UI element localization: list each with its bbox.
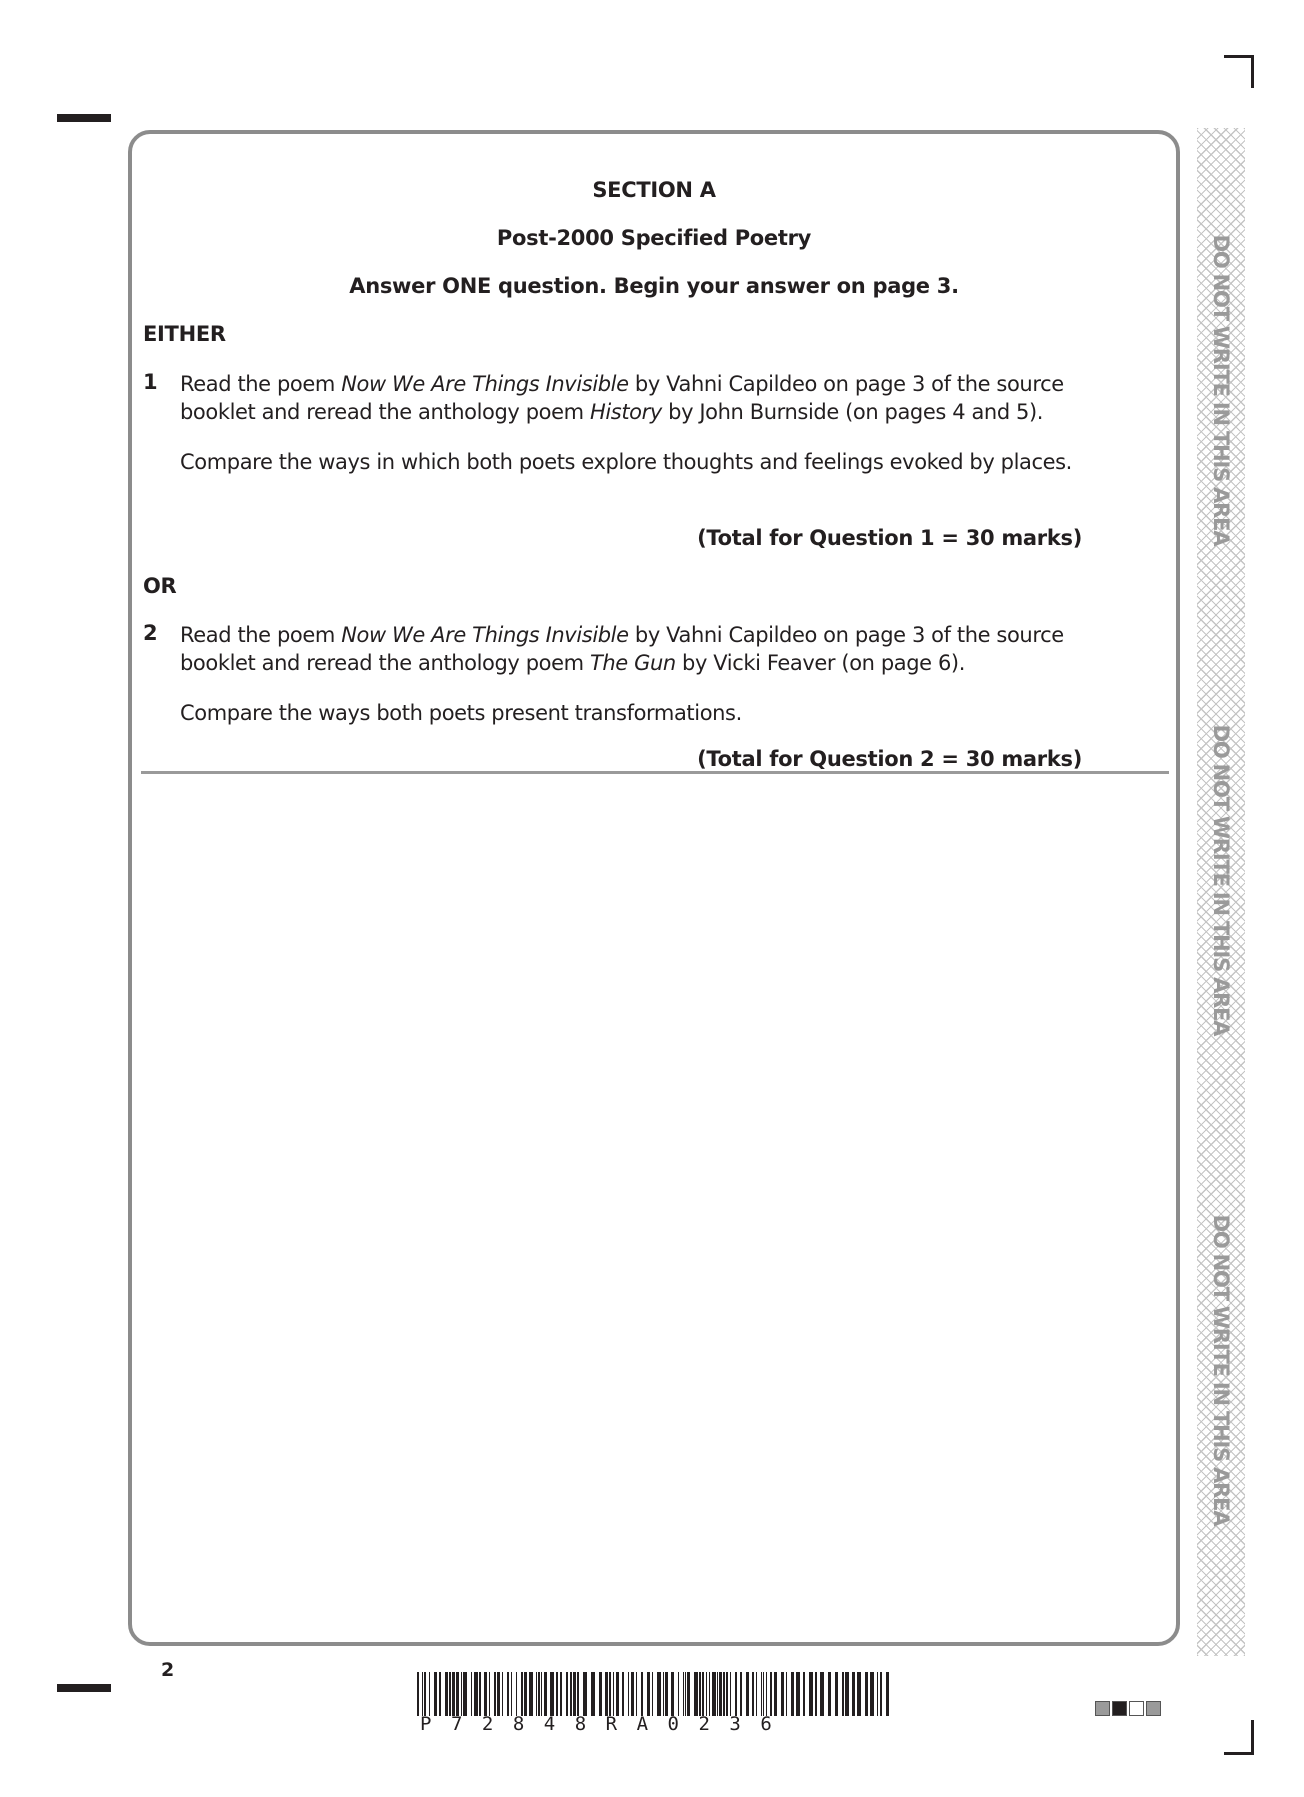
barcode-bar	[591, 1672, 595, 1716]
pattern-square	[1112, 1701, 1127, 1716]
barcode-bar	[556, 1672, 558, 1716]
barcode-bar	[566, 1672, 568, 1716]
barcode-bar	[735, 1672, 737, 1716]
barcode-bar	[770, 1672, 772, 1716]
crop-mark-top-right-v	[1251, 55, 1254, 88]
or-label: OR	[143, 574, 177, 598]
crop-mark-top-right-h	[1224, 55, 1254, 58]
barcode-bar	[429, 1672, 430, 1716]
barcode-bar	[479, 1672, 481, 1716]
barcode-bar	[461, 1672, 462, 1716]
barcode-bar	[877, 1672, 878, 1716]
barcode-bar	[536, 1672, 537, 1716]
barcode-icon	[417, 1672, 889, 1716]
barcode-bar	[449, 1672, 451, 1716]
pattern-square	[1095, 1701, 1110, 1716]
barcode-bar	[763, 1672, 764, 1716]
barcode-bar	[712, 1672, 716, 1716]
page-number: 2	[161, 1659, 175, 1681]
barcode-bar	[746, 1672, 749, 1716]
barcode-bar	[706, 1672, 707, 1716]
section-title: SECTION A	[592, 178, 716, 202]
barcode-bar	[471, 1672, 472, 1716]
barcode-bar	[835, 1672, 838, 1716]
barcode-bar	[845, 1672, 849, 1716]
barcode-number: P72848RA0236	[420, 1713, 792, 1735]
pattern-square	[1146, 1701, 1161, 1716]
barcode-bar	[726, 1672, 728, 1716]
barcode-bar	[613, 1672, 614, 1716]
instruction: Answer ONE question. Begin your answer on page 3.	[349, 274, 959, 298]
barcode-bar	[694, 1672, 698, 1716]
crop-mark-bottom-right-h	[1224, 1752, 1254, 1755]
question-1-text-a: Read the poem	[180, 372, 342, 396]
barcode-bar	[761, 1672, 762, 1716]
question-1-text-b: by Vahni Capildeo on page 3 of the source booklet and reread the anthology poem	[180, 372, 1064, 424]
barcode-bar	[636, 1672, 637, 1716]
barcode-bar	[631, 1672, 634, 1716]
barcode-bar	[605, 1672, 608, 1716]
question-number-1: 1	[143, 370, 158, 394]
question-1-text-c: by John Burnside (on pages 4 and 5).	[661, 400, 1044, 424]
barcode-bar	[865, 1672, 868, 1716]
question-number-2: 2	[143, 621, 158, 645]
barcode-bar	[516, 1672, 517, 1716]
barcode-bar	[756, 1672, 757, 1716]
barcode-bar	[502, 1672, 503, 1716]
question-2-text	[180, 621, 1080, 677]
barcode-bar	[622, 1672, 624, 1716]
barcode-bar	[583, 1672, 587, 1716]
page-pattern	[1095, 1701, 1161, 1716]
barcode-bar	[796, 1672, 800, 1716]
barcode-bar	[717, 1672, 718, 1716]
barcode-bar	[573, 1672, 576, 1716]
barcode-bar	[803, 1672, 805, 1716]
barcode-bar	[781, 1672, 784, 1716]
barcode-bar	[809, 1672, 813, 1716]
section-subtitle: Post-2000 Specified Poetry	[496, 226, 812, 250]
barcode-bar	[560, 1672, 562, 1716]
barcode-bar	[641, 1672, 643, 1716]
barcode-bar	[815, 1672, 817, 1716]
barcode-bar	[497, 1672, 500, 1716]
question-1-total: (Total for Question 1 = 30 marks)	[697, 526, 1082, 550]
barcode-bar	[702, 1672, 704, 1716]
barcode-bar	[570, 1672, 572, 1716]
barcode-bar	[541, 1672, 542, 1716]
barcode-bar	[494, 1672, 496, 1716]
barcode-bar	[683, 1672, 684, 1716]
barcode-bar	[529, 1672, 533, 1716]
barcode-bar	[463, 1672, 467, 1716]
section-divider	[141, 771, 1169, 774]
barcode-bar	[663, 1672, 664, 1716]
poem-title-the-gun: The Gun	[589, 651, 676, 675]
barcode-bar	[665, 1672, 668, 1716]
barcode-bar	[550, 1672, 554, 1716]
barcode-bar	[521, 1672, 523, 1716]
barcode-bar	[719, 1672, 722, 1716]
barcode-bar	[422, 1672, 423, 1716]
barcode-bar	[870, 1672, 874, 1716]
barcode-bar	[489, 1672, 490, 1716]
either-label: EITHER	[143, 322, 226, 346]
question-1-task: Compare the ways in which both poets explore thoughts and feelings evoked by places.	[180, 450, 1072, 474]
barcode-bar	[880, 1672, 882, 1716]
answer-frame	[128, 130, 1180, 1646]
barcode-bar	[616, 1672, 619, 1716]
barcode-bar	[507, 1672, 509, 1716]
barcode-bar	[791, 1672, 794, 1716]
barcode-bar	[538, 1672, 540, 1716]
barcode-bar	[671, 1672, 674, 1716]
barcode-bar	[723, 1672, 725, 1716]
poem-title-now-we-are-things-invisible: Now We Are Things Invisible	[341, 372, 629, 396]
question-2-task: Compare the ways both poets present transformations.	[180, 701, 742, 725]
barcode-bar	[752, 1672, 754, 1716]
barcode-bar	[439, 1672, 441, 1716]
barcode-bar	[652, 1672, 653, 1716]
barcode-bar	[456, 1672, 459, 1716]
barcode-bar	[524, 1672, 527, 1716]
barcode-bar	[434, 1672, 437, 1716]
barcode-bar	[842, 1672, 844, 1716]
question-2-text-b: by Vahni Capildeo on page 3 of the source booklet and reread the anthology poem	[180, 623, 1064, 675]
barcode-bar	[577, 1672, 579, 1716]
barcode-bar	[820, 1672, 824, 1716]
question-2-text-a: Read the poem	[180, 623, 342, 647]
crop-mark-bottom-right-v	[1251, 1720, 1254, 1755]
question-1-text	[180, 370, 1080, 426]
barcode-bar	[452, 1672, 455, 1716]
barcode-bar	[857, 1672, 861, 1716]
poem-title-history: History	[589, 400, 662, 424]
margin-tab-bottom	[57, 1684, 111, 1692]
barcode-bar	[685, 1672, 686, 1716]
question-2-total: (Total for Question 2 = 30 marks)	[697, 747, 1082, 771]
barcode-bar	[657, 1672, 661, 1716]
barcode-bar	[544, 1672, 547, 1716]
barcode-bar	[647, 1672, 650, 1716]
barcode-bar	[699, 1672, 701, 1716]
barcode-bar	[687, 1672, 690, 1716]
barcode-bar	[474, 1672, 478, 1716]
barcode-bar	[828, 1672, 831, 1716]
barcode-bar	[740, 1672, 742, 1716]
barcode-bar	[599, 1672, 602, 1716]
question-2-text-c: by Vicki Feaver (on page 6).	[675, 651, 966, 675]
barcode-bar	[511, 1672, 512, 1716]
barcode-bar	[730, 1672, 731, 1716]
barcode-bar	[766, 1672, 767, 1716]
margin-warning-3: DO NOT WRITE IN THIS AREA	[1209, 1214, 1233, 1526]
pattern-square	[1129, 1701, 1144, 1716]
barcode-bar	[786, 1672, 787, 1716]
barcode-bar	[709, 1672, 710, 1716]
barcode-bar	[417, 1672, 419, 1716]
barcode-bar	[774, 1672, 777, 1716]
barcode-bar	[445, 1672, 448, 1716]
margin-warning-2: DO NOT WRITE IN THIS AREA	[1209, 724, 1233, 1036]
barcode-bar	[678, 1672, 679, 1716]
barcode-bar	[609, 1672, 611, 1716]
margin-warning-1: DO NOT WRITE IN THIS AREA	[1209, 234, 1233, 546]
barcode-bar	[628, 1672, 629, 1716]
poem-title-now-we-are-things-invisible-2: Now We Are Things Invisible	[341, 623, 629, 647]
barcode-bar	[886, 1672, 889, 1716]
barcode-bar	[484, 1672, 487, 1716]
barcode-bar	[424, 1672, 426, 1716]
barcode-bar	[852, 1672, 855, 1716]
margin-tab-top	[57, 114, 111, 122]
